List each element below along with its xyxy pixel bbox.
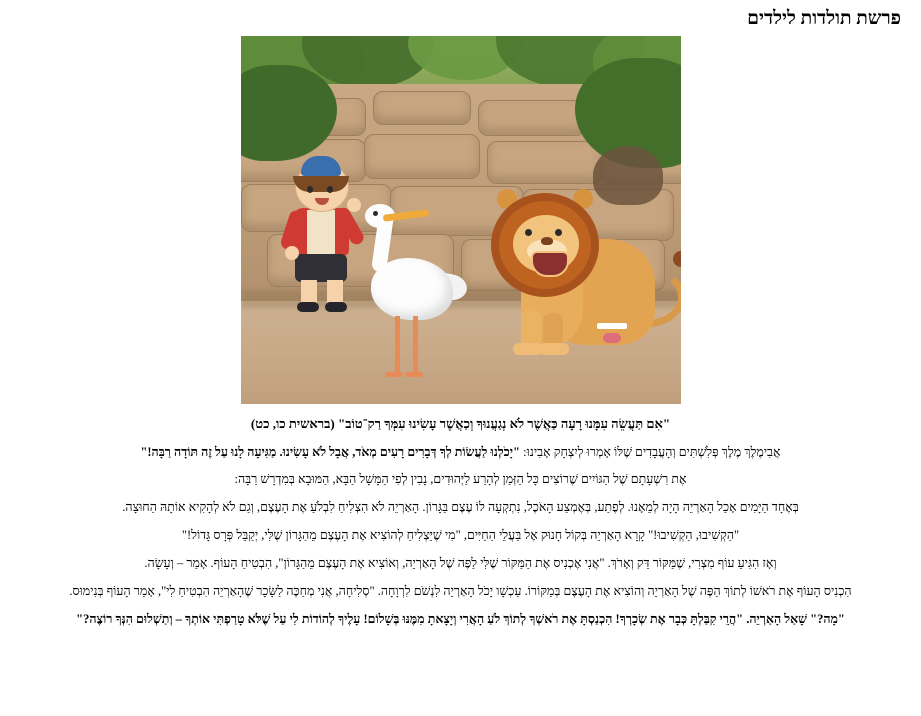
paragraph-6: הִכְנִיס הָעוֹף אֶת רֹאשׁוֹ לְתוֹךְ הַפֶּה שֶׁל הָאַרְיֵה וְהוֹצִיא אֶת הָעֶצֶם בְּמַקּוֹרוֹ. עַכְשָׁו יָכֹל הָאַרְיֵה לִנְשֹׁם לִרְוָחָה. "סְלִיחָה, אֲנִי מְחַכֶּה לַשָּׂכָר שֶׁהָאַרְיֵה הִבְטִיחַ לִי", אָמַר הָעוֹף בְּנִימוּס. <box>69 583 852 598</box>
stork-foot-left <box>385 372 403 377</box>
stork-leg-right <box>413 316 418 374</box>
stork-foot-right <box>405 372 423 377</box>
stork-eye <box>373 211 378 216</box>
boy-eye-left <box>307 186 313 193</box>
boy-vest <box>307 210 335 256</box>
boy-eye-right <box>327 186 333 193</box>
stork-character <box>355 200 465 375</box>
lion-tongue <box>603 333 621 343</box>
boy-hand-left <box>285 246 299 260</box>
paragraph-1-bold: "יָכֹלְנוּ לַעֲשׂוֹת לְךָ דְּבָרִים רָעִים מְאֹד, אֲבָל לֹא עָשִׂינוּ. מַגִּיעָה לָנוּ עַל זֶה תּוֹדָה רַבָּה!" <box>140 444 520 459</box>
boy-shoe-left <box>297 302 319 312</box>
boy-leg-left <box>301 280 317 304</box>
boy-kippa-icon <box>301 156 341 176</box>
paragraph-5: וְאָז הִגִּיעַ עוֹף מִצְרִי, שֶׁמַּקּוֹר דַּק וְאָרֹךְ. "אֲנִי אֶכְנִיס אֶת הַמַּקּוֹר שֶׁלִּי לַפֶּה שֶׁל הָאַרְיֵה, וְאוֹצִיא אֶת הָעֶצֶם מֵהַגָּרוֹן", הִבְטִיחַ הָעוֹף. אָמַר – וְעָשָׂה. <box>144 556 777 571</box>
paragraph-4: "הַקְשִׁיבוּ, הַקְשִׁיבוּ!" קָרָא הָאַרְיֵה בְּקוֹל חָנוּק אֶל בַּעֲלֵי הַחַיִּים, "מִי שֶׁיַּצְלִיחַ לְהוֹצִיא אֶת הָעֶצֶם מֵהַגָּרוֹן שֶׁלִּי, יְקַבֵּל פְּרָס גָּדוֹל!" <box>181 528 740 543</box>
paragraph-7-lead: "מָה?" שָׁאַל הָאַרְיֵה. "הֲרֵי קִבַּלְתָּ כְּבָר אֶת שְׂכָרְךָ! הִכְנַסְתָּ אֶת רֹאשְׁךָ לְתוֹךְ לֹעַ הָאֲרִי וְיָצָאתָ מִמֶּנּוּ בְּשָׁלוֹם! <box>360 611 845 626</box>
stork-leg-left <box>395 316 400 374</box>
rock-block <box>478 100 586 136</box>
lion-open-mouth <box>531 251 569 277</box>
lion-stork-boy-illustration <box>241 36 681 404</box>
rock-block <box>373 91 472 125</box>
paragraph-3: בְּאֶחָד הַיָּמִים אָכַל הָאַרְיֵה הָיָה לְמֵאָנוּ. לְפֶתַע, בְּאֶמְצַע הָאֹכֶל, נִתְקְעָה לוֹ עֶצֶם בַּגָּרוֹן. הָאַרְיֵה לֹא הִצְלִיחַ לִבְלֹעַ אֶת הָעֶצֶם, וְגַם לֹא לְהָקִיא אוֹתָהּ הַחוּצָה. <box>122 500 799 515</box>
boy-character <box>285 162 359 312</box>
lion-character <box>469 181 669 371</box>
lion-teeth <box>597 323 627 329</box>
paragraph-1 <box>14 444 907 461</box>
illustration-container <box>14 36 907 409</box>
story-body <box>14 415 907 628</box>
boy-shorts <box>295 254 347 282</box>
boy-leg-right <box>327 280 343 304</box>
paragraph-1-lead: אֲבִימֶלֶךְ מֶלֶךְ פְּלִשְׁתִּים וְהָעֲבָדִים שֶׁלּוֹ אָמְרוּ לְיִצְחָק אָבִינוּ: <box>519 444 781 459</box>
paragraph-7-bold: עָלֶיךָ לְהוֹדוֹת לִי עַל שֶׁלֹּא טָרַפְתִּי אוֹתְךָ – וְתַשְׁלוּם הִנְּךָ רוֹצֶה?" <box>76 611 361 626</box>
paragraph-2: אֶת רִשְׁעָתָם שֶׁל הַגּוֹיִים שֶׁרוֹצִים כָּל הַזְּמַן לְהָרַע לַיְּהוּדִים, נָבִין לְפִי הַמָּשָׁל הַבָּא, הַמּוּבָא בְּמִדְרָשׁ רַבָּה: <box>234 472 687 487</box>
rock-block <box>364 134 480 179</box>
boy-hair <box>293 176 349 192</box>
page-title: פרשת תולדות לילדים <box>747 8 901 29</box>
lion-paw-right <box>539 343 569 355</box>
verse-paragraph: "אִם תַּעֲשֵׂה עִמָּנוּ רָעָה כַּאֲשֶׁר לֹא נְגַעֲנוּךָ וְכַאֲשֶׁר עָשִׂינוּ עִמְּךָ רַק־טוֹב" (בראשית כו, כט) <box>250 416 671 431</box>
rock-block <box>487 141 603 184</box>
lion-nose <box>541 237 553 245</box>
boy-shoe-right <box>325 302 347 312</box>
paragraph-7 <box>14 611 907 628</box>
lion-tail-tip <box>673 251 680 267</box>
